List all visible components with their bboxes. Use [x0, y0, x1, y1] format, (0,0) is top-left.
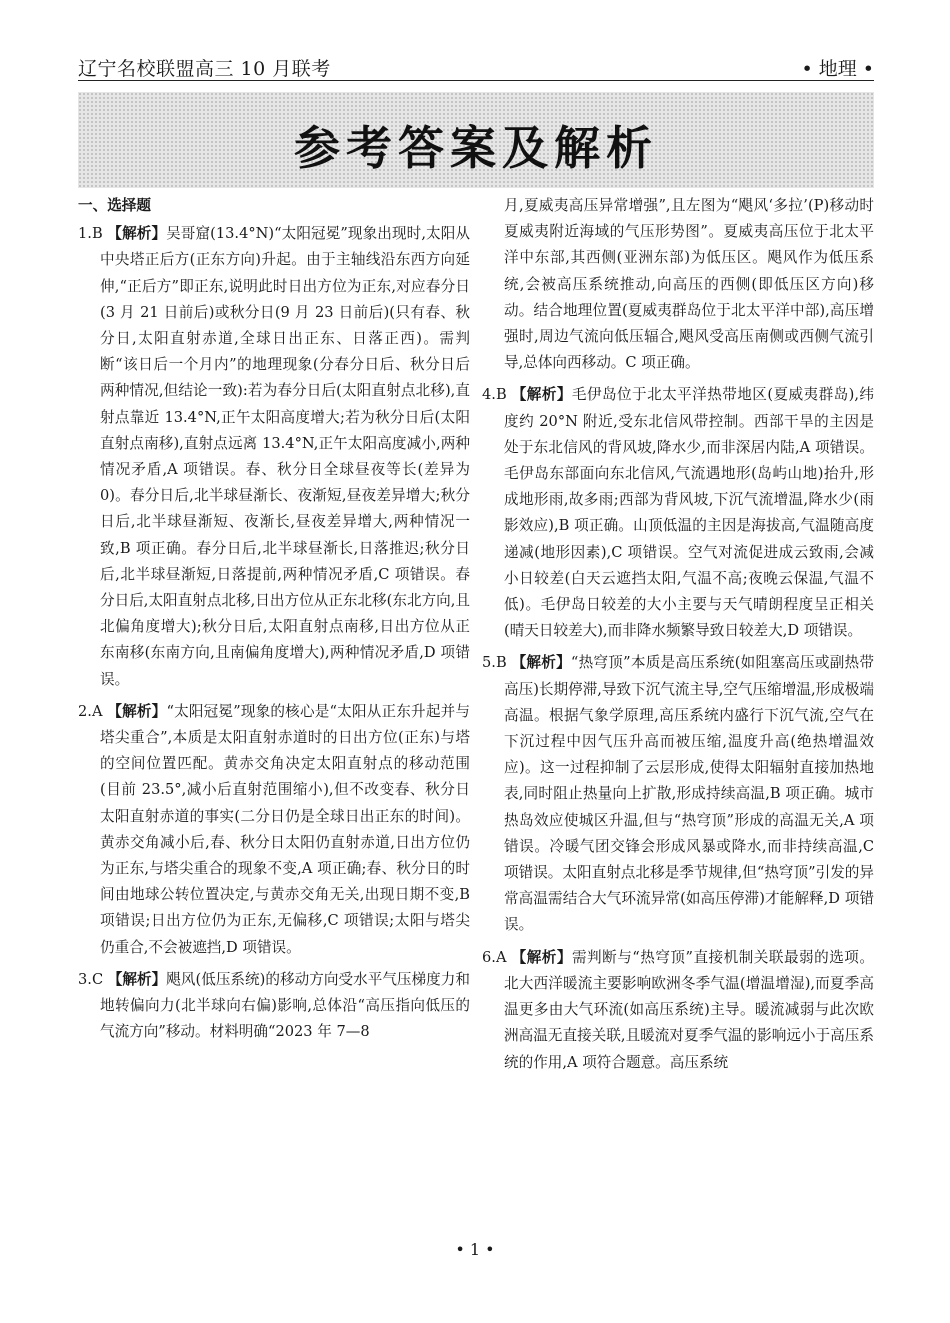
- answer-item-2: [78, 699, 470, 961]
- item-text: 吴哥窟(13.4°N)“太阳冠冕”现象出现时,太阳从中央塔正后方(正东方向)升起。由于主轴线沿东西方向延伸,“正后方”即正东,说明此时日出方位为正东,对应春分日(3 月 21 日前后)或秋分日(9 月 23 日前后)(只有春、秋分日,太阳直射赤道,全球日出正东、日落正西)。需判断“该日后一个月内”的地理现象(分春分日后、秋分日后两种情况,但结论一致):若为春分日后(太阳直射点北移),直射点靠近 13.4°N,正午太阳高度增大;若为秋分日后(太阳直射点南移),直射点远离 13.4°N,正午太阳高度减小,两种情况矛盾,A 项错误。春、秋分日全球昼夜等长(差异为 0)。春分日后,北半球昼渐长、夜渐短,昼夜差异增大;秋分日后,北半球昼渐短、夜渐长,昼夜差异增大,两种情况一致,B 项正确。春分日后,北半球昼渐长,日落推迟;秋分日后,北半球昼渐短,日落提前,两种情况矛盾,C 项错误。春分日后,太阳直射点北移,日出方位从正东北移(东北方向,且北偏角度增大);秋分日后,太阳直射点南移,日出方位从正东南移(东南方向,且南偏角度增大),两种情况矛盾,D 项错误。: [100, 225, 470, 688]
- item-number: 5.: [482, 654, 496, 672]
- page-number: • 1 •: [455, 1240, 495, 1259]
- answer-item-4: [482, 382, 874, 644]
- analysis-tag: 【解析】: [107, 702, 167, 720]
- section-heading: 一、选择题: [78, 197, 151, 214]
- page-title: 参考答案及解析: [294, 121, 658, 175]
- item-text: “太阳冠冕”现象的核心是“太阳从正东升起并与塔尖重合”,本质是太阳直射赤道时的日出方位(正东)与塔的空间位置匹配。黄赤交角决定太阳直射点的移动范围(目前 23.5°,减小后直射范围缩小),但不改变春、秋分日太阳直射赤道的事实(二分日仍是全球日出正东的时间)。黄赤交角减小后,春、秋分日太阳仍直射赤道,日出方位仍为正东,与塔尖重合的现象不变,A 项正确;春、秋分日的时间由地球公转位置决定,与黄赤交角无关,出现日期不变,B 项错误;日出方位仍为正东,无偏移,C 项错误;太阳与塔尖仍重合,不会被遮挡,D 项错误。: [100, 702, 470, 956]
- answer-item-1: [78, 221, 470, 693]
- subject-label: • 地理 •: [801, 58, 874, 80]
- item-text: “热穹顶”本质是高压系统(如阻塞高压或副热带高压)长期停滞,导致下沉气流主导,空气压缩增温,形成极端高温。根据气象学原理,高压系统内盛行下沉气流,空气在下沉过程中因气压升高而被压缩,温度升高(绝热增温效应)。这一过程抑制了云层形成,使得太阳辐射直接加热地表,同时阻止热量向上扩散,形成持续高温,B 项正确。城市热岛效应使城区升温,但与“热穹顶”形成的高温无关,A 项错误。冷暖气团交锋会形成风暴或降水,而非持续高温,C 项错误。太阳直射点北移是季节规律,但“热穹顶”引发的异常高温需结合大气环流异常(如高压停滞)才能解释,D 项错误。: [504, 654, 874, 934]
- item-text: 毛伊岛位于北太平洋热带地区(夏威夷群岛),纬度约 20°N 附近,受东北信风带控制。西部干旱的主因是处于东北信风的背风坡,降水少,而非深居内陆,A 项错误。毛伊岛东部面向东北信风,气流遇地形(岛屿山地)抬升,形成地形雨,故多雨;西部为背风坡,下沉气流增温,降水少(雨影效应),B 项正确。山顶低温的主因是海拔高,气温随高度递减(地形因素),C 项错误。空气对流促进成云致雨,会减小日较差(白天云遮挡太阳,气温不高;夜晚云保温,气温不低)。毛伊岛日较差的大小主要与天气晴朗程度呈正相关(晴天日较差大),而非降水频繁导致日较差大,D 项错误。: [504, 386, 875, 640]
- item-text: 需判断与“热穹顶”直接机制关联最弱的选项。北大西洋暖流主要影响欧洲冬季气温(增温增湿),而夏季高温更多由大气环流(如高压系统)主导。暖流减弱与此次欧洲高温无直接关联,且暖流对夏季气温的影响远小于高压系统的作用,A 项符合题意。高压系统: [504, 948, 874, 1071]
- exam-title: 辽宁名校联盟高三 10 月联考: [78, 58, 331, 80]
- analysis-tag: 【解析】: [511, 948, 572, 966]
- analysis-tag: 【解析】: [511, 386, 572, 404]
- item-number: 4.: [482, 386, 496, 404]
- item-number: 3.: [78, 970, 92, 988]
- item-number: 1.: [78, 225, 92, 243]
- item-choice: A: [495, 948, 507, 966]
- item-choice: B: [495, 386, 507, 404]
- item-number: 2.: [78, 702, 92, 720]
- analysis-tag: 【解析】: [107, 970, 167, 988]
- item-text: 飓风(低压系统)的移动方向受水平气压梯度力和地转偏向力(北半球向右偏)影响,总体沿“高压指向低压的气流方向”移动。材料明确“2023 年 7—8: [100, 970, 470, 1041]
- item-choice: B: [495, 654, 507, 672]
- item-choice: A: [91, 702, 103, 720]
- analysis-tag: 【解析】: [511, 654, 571, 672]
- answer-item-5: [482, 650, 874, 938]
- page-header: [78, 52, 874, 81]
- left-column: [78, 193, 470, 1052]
- analysis-tag: 【解析】: [107, 225, 167, 243]
- right-column: [482, 193, 874, 1082]
- item-choice: B: [91, 225, 103, 243]
- title-banner: [78, 92, 874, 188]
- item-choice: C: [91, 970, 104, 988]
- answer-item-3: [78, 967, 470, 1046]
- answer-item-3-continued: 月,夏威夷高压异常增强”,且左图为“飓风‘多拉’(P)移动时夏威夷附近海域的气压形势图”。夏威夷高压位于北太平洋中东部,其西侧(亚洲东部)为低压区。飓风作为低压系统,会被高压系统推动,向高压的西侧(即低压区方向)移动。结合地理位置(夏威夷群岛位于北太平洋中部),高压增强时,周边气流向低压辐合,飓风受高压南侧或西侧气流引导,总体向西移动。C 项正确。: [504, 197, 874, 372]
- item-number: 6.: [482, 948, 496, 966]
- answer-item-6: [482, 945, 874, 1076]
